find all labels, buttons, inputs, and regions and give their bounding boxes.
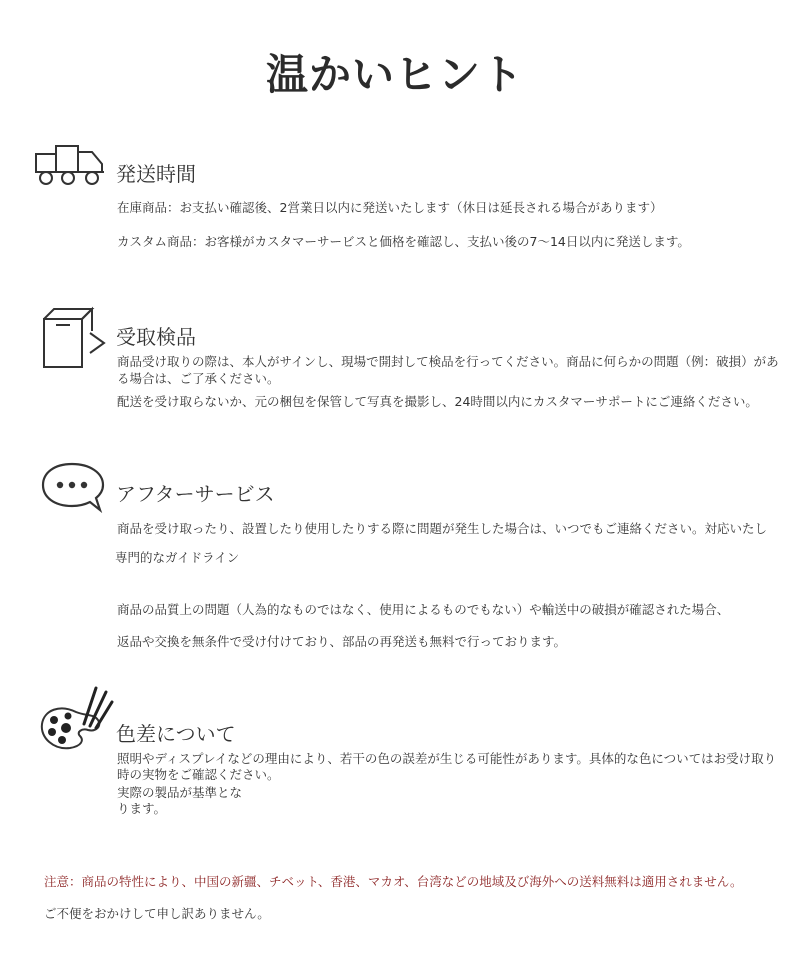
apology-text: ご不便をおかけして申し訳ありません。 (44, 906, 270, 921)
package-box-icon (40, 305, 110, 371)
inspection-text-1: 商品受け取りの際は、本人がサインし、現場で開封して検品を行ってください。商品に何らかの問題（例：破損）があ (117, 354, 779, 369)
section-heading-shipping: 発送時間 (116, 162, 196, 186)
shipping-custom-text: カスタム商品：お客様がカスタマーサービスと価格を確認し、支払い後の7〜14日以内に発送します。 (117, 234, 690, 249)
color-text-1: 照明やディスプレイなどの理由により、若干の色の誤差が生じる可能性があります。具体的な色についてはお受け取り (117, 751, 777, 766)
paint-palette-icon (40, 684, 114, 752)
after-service-text-1: 商品を受け取ったり、設置したり使用したりする際に問題が発生した場合は、いつでもご連絡ください。対応いたし (117, 521, 768, 536)
color-text-4: ります。 (117, 801, 167, 816)
color-text-3: 実際の製品が基準とな (117, 785, 243, 800)
page-title: 温かいヒント (265, 50, 524, 99)
section-heading-inspection: 受取検品 (116, 325, 196, 349)
after-service-text-3: 商品の品質上の問題（人為的なものではなく、使用によるものでもない）や輸送中の破損が確認された場合、 (117, 602, 730, 617)
after-service-text-2: 専門的なガイドライン (115, 550, 240, 565)
shipping-stock-text: 在庫商品：お支払い確認後、2営業日以内に発送いたします（休日は延長される場合があります） (117, 200, 663, 215)
inspection-text-3: 配送を受け取らないか、元の梱包を保管して写真を撮影し、24時間以内にカスタマーサポートにご連絡ください。 (117, 394, 758, 409)
chat-bubble-icon (40, 460, 108, 514)
after-service-text-4: 返品や交換を無条件で受け付けており、部品の再発送も無料で行っております。 (117, 634, 567, 649)
color-text-2: 時の実物をご確認ください。 (117, 767, 280, 782)
section-heading-after-service: アフターサービス (116, 482, 275, 506)
inspection-text-2: る場合は、ご了承ください。 (117, 371, 280, 386)
shipping-notice: 注意：商品の特性により、中国の新疆、チベット、香港、マカオ、台湾などの地域及び海外への送料無料は適用されません。 (44, 874, 743, 889)
section-heading-color: 色差について (116, 722, 236, 746)
delivery-truck-icon (34, 142, 114, 188)
